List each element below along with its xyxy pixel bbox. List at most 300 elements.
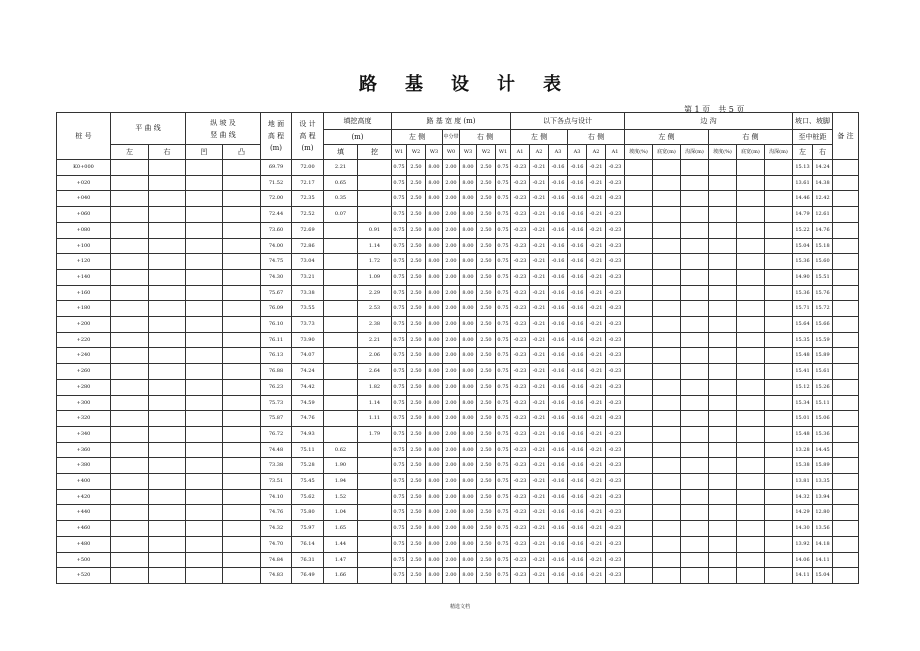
remark-cell	[833, 222, 859, 238]
width-cell: 2.00	[443, 489, 460, 505]
elevation-diff-cell: -0.23	[511, 285, 530, 301]
ditch-cell	[681, 238, 709, 254]
curve-cell	[186, 568, 223, 584]
width-cell: 2.50	[477, 301, 496, 317]
width-cell: 2.50	[407, 348, 426, 364]
curve-cell	[223, 364, 261, 380]
elevation-diff-cell: -0.21	[587, 364, 606, 380]
curve-cell	[186, 332, 223, 348]
curve-cell	[111, 411, 149, 427]
ground-elevation-cell: 76.09	[261, 301, 292, 317]
curve-cell	[223, 254, 261, 270]
header-remark: 备 注	[833, 113, 859, 160]
ditch-cell	[625, 442, 653, 458]
curve-cell	[223, 505, 261, 521]
ditch-cell	[625, 285, 653, 301]
ditch-cell	[625, 348, 653, 364]
ground-elevation-cell: 76.23	[261, 379, 292, 395]
ditch-cell	[653, 160, 681, 176]
ditch-cell	[681, 568, 709, 584]
fill-cell	[324, 238, 358, 254]
fill-cell	[324, 379, 358, 395]
width-cell: 8.00	[426, 285, 443, 301]
width-cell: 2.50	[407, 395, 426, 411]
header-vertical-curve: 纵 坡 及 竖 曲 线	[186, 113, 261, 145]
elevation-diff-cell: -0.16	[568, 568, 587, 584]
width-cell: 2.00	[443, 285, 460, 301]
slope-left-cell: 14.30	[793, 521, 813, 537]
table-row	[57, 269, 859, 285]
width-cell: 8.00	[426, 489, 443, 505]
slope-left-cell: 15.41	[793, 364, 813, 380]
ditch-cell	[709, 238, 737, 254]
width-cell: 2.50	[407, 379, 426, 395]
elevation-diff-cell: -0.23	[606, 285, 625, 301]
width-cell: 8.00	[460, 175, 477, 191]
slope-left-cell: 13.81	[793, 474, 813, 490]
ditch-cell	[765, 395, 793, 411]
remark-cell	[833, 191, 859, 207]
cut-cell: 1.79	[358, 426, 392, 442]
width-cell: 2.00	[443, 317, 460, 333]
width-cell: 8.00	[426, 552, 443, 568]
fill-cell	[324, 332, 358, 348]
curve-cell	[111, 238, 149, 254]
curve-cell	[186, 269, 223, 285]
slope-left-cell: 15.48	[793, 348, 813, 364]
elevation-diff-cell: -0.21	[587, 222, 606, 238]
table-row	[57, 505, 859, 521]
design-elevation-cell: 73.21	[292, 269, 324, 285]
ditch-cell	[737, 426, 765, 442]
elevation-diff-cell: -0.21	[587, 379, 606, 395]
width-cell: 8.00	[460, 474, 477, 490]
header-median: 中分带	[443, 130, 460, 145]
stake-cell: +400	[57, 474, 111, 490]
ditch-cell	[709, 332, 737, 348]
remark-cell	[833, 175, 859, 191]
elevation-diff-cell: -0.21	[587, 301, 606, 317]
width-cell: 2.50	[477, 207, 496, 223]
page-number: 第 1 页	[684, 105, 711, 114]
elevation-diff-cell: -0.16	[549, 411, 568, 427]
elevation-diff-cell: -0.21	[530, 301, 549, 317]
width-cell: 0.75	[496, 411, 511, 427]
stake-cell: +080	[57, 222, 111, 238]
elevation-diff-cell: -0.23	[511, 160, 530, 176]
ditch-cell	[737, 379, 765, 395]
table-row	[57, 474, 859, 490]
elevation-diff-cell: -0.16	[568, 379, 587, 395]
width-cell: 0.75	[392, 568, 407, 584]
ditch-cell	[737, 364, 765, 380]
curve-cell	[149, 317, 186, 333]
stake-cell: +140	[57, 269, 111, 285]
width-cell: 8.00	[426, 207, 443, 223]
title-char: 设	[451, 74, 469, 95]
fill-cell	[324, 269, 358, 285]
header-ditch-col: 坡度(%)	[625, 145, 653, 160]
elevation-diff-cell: -0.23	[511, 364, 530, 380]
slope-left-cell: 15.48	[793, 426, 813, 442]
width-cell: 2.00	[443, 552, 460, 568]
header-convex: 凸	[223, 145, 261, 160]
header-stake: 桩 号	[57, 113, 111, 160]
width-cell: 0.75	[392, 536, 407, 552]
ditch-cell	[625, 207, 653, 223]
width-cell: 8.00	[460, 552, 477, 568]
slope-right-cell: 13.94	[813, 489, 833, 505]
table-row	[57, 395, 859, 411]
cut-cell	[358, 552, 392, 568]
slope-right-cell: 15.59	[813, 332, 833, 348]
ditch-cell	[625, 536, 653, 552]
width-cell: 0.75	[392, 489, 407, 505]
ditch-cell	[681, 285, 709, 301]
elevation-diff-cell: -0.21	[530, 269, 549, 285]
table-row	[57, 191, 859, 207]
fill-cell: 1.04	[324, 505, 358, 521]
width-cell: 0.75	[496, 474, 511, 490]
width-cell: 2.50	[477, 175, 496, 191]
table-row	[57, 332, 859, 348]
remark-cell	[833, 442, 859, 458]
width-cell: 2.50	[407, 458, 426, 474]
width-cell: 2.50	[477, 552, 496, 568]
stake-cell: +360	[57, 442, 111, 458]
curve-cell	[186, 411, 223, 427]
design-elevation-cell: 72.17	[292, 175, 324, 191]
curve-cell	[149, 552, 186, 568]
ditch-cell	[765, 301, 793, 317]
subgrade-design-table	[56, 112, 859, 584]
fill-cell: 0.62	[324, 442, 358, 458]
elevation-diff-cell: -0.21	[530, 489, 549, 505]
elevation-diff-cell: -0.23	[511, 301, 530, 317]
width-cell: 2.50	[477, 426, 496, 442]
ditch-cell	[709, 442, 737, 458]
curve-cell	[223, 458, 261, 474]
fill-cell: 1.94	[324, 474, 358, 490]
table-row	[57, 411, 859, 427]
width-cell: 8.00	[426, 364, 443, 380]
ditch-cell	[625, 332, 653, 348]
ditch-cell	[681, 411, 709, 427]
fill-cell: 1.66	[324, 568, 358, 584]
curve-cell	[149, 521, 186, 537]
ground-elevation-cell: 74.32	[261, 521, 292, 537]
curve-cell	[186, 222, 223, 238]
cut-cell: 2.53	[358, 301, 392, 317]
ditch-cell	[653, 301, 681, 317]
header-ditch-col: 沟深(m)	[765, 145, 793, 160]
curve-cell	[149, 474, 186, 490]
elevation-diff-cell: -0.23	[606, 442, 625, 458]
table-row	[57, 568, 859, 584]
curve-cell	[111, 332, 149, 348]
stake-cell: +100	[57, 238, 111, 254]
elevation-diff-cell: -0.16	[568, 175, 587, 191]
curve-cell	[186, 552, 223, 568]
width-cell: 2.50	[407, 521, 426, 537]
header-ditch-col: 底宽(m)	[653, 145, 681, 160]
elevation-diff-cell: -0.16	[549, 332, 568, 348]
elevation-diff-cell: -0.23	[606, 505, 625, 521]
ditch-cell	[737, 254, 765, 270]
curve-cell	[223, 521, 261, 537]
elevation-diff-cell: -0.16	[549, 395, 568, 411]
width-cell: 8.00	[460, 238, 477, 254]
footer-text: 精选文档	[449, 604, 470, 610]
elevation-diff-cell: -0.23	[511, 175, 530, 191]
width-cell: 8.00	[426, 317, 443, 333]
curve-cell	[223, 175, 261, 191]
elevation-diff-cell: -0.23	[511, 254, 530, 270]
ditch-cell	[653, 568, 681, 584]
curve-cell	[149, 411, 186, 427]
elevation-diff-cell: -0.16	[549, 489, 568, 505]
width-cell: 2.50	[477, 317, 496, 333]
curve-cell	[149, 191, 186, 207]
elevation-diff-cell: -0.23	[606, 191, 625, 207]
table-row	[57, 301, 859, 317]
elevation-diff-cell: -0.21	[587, 269, 606, 285]
elevation-diff-cell: -0.21	[530, 458, 549, 474]
ground-elevation-cell: 72.00	[261, 191, 292, 207]
curve-cell	[149, 442, 186, 458]
slope-left-cell: 14.11	[793, 568, 813, 584]
header-slope-distance-2: 至中桩距	[793, 130, 833, 145]
ditch-cell	[681, 536, 709, 552]
width-cell: 2.50	[407, 175, 426, 191]
fill-cell	[324, 411, 358, 427]
ditch-cell	[709, 269, 737, 285]
remark-cell	[833, 426, 859, 442]
design-elevation-cell: 73.90	[292, 332, 324, 348]
width-cell: 0.75	[496, 536, 511, 552]
elevation-diff-cell: -0.21	[530, 505, 549, 521]
elevation-diff-cell: -0.21	[530, 238, 549, 254]
stake-cell: K0+000	[57, 160, 111, 176]
ground-elevation-cell: 74.75	[261, 254, 292, 270]
ditch-cell	[737, 521, 765, 537]
ditch-cell	[653, 238, 681, 254]
width-cell: 8.00	[426, 191, 443, 207]
cut-cell	[358, 474, 392, 490]
ditch-cell	[653, 379, 681, 395]
ditch-cell	[765, 175, 793, 191]
fill-cell	[324, 285, 358, 301]
curve-cell	[149, 426, 186, 442]
slope-right-cell: 12.61	[813, 207, 833, 223]
width-cell: 8.00	[426, 458, 443, 474]
ditch-cell	[737, 160, 765, 176]
elevation-diff-cell: -0.16	[568, 348, 587, 364]
width-cell: 0.75	[496, 458, 511, 474]
table-row	[57, 348, 859, 364]
ditch-cell	[681, 254, 709, 270]
header-cut: 挖	[358, 145, 392, 160]
width-cell: 2.50	[407, 332, 426, 348]
ditch-cell	[653, 474, 681, 490]
width-cell: 8.00	[460, 536, 477, 552]
elevation-diff-cell: -0.23	[511, 379, 530, 395]
width-cell: 0.75	[496, 317, 511, 333]
ditch-cell	[625, 222, 653, 238]
width-cell: 2.50	[407, 536, 426, 552]
curve-cell	[111, 222, 149, 238]
elevation-diff-cell: -0.16	[549, 317, 568, 333]
ditch-cell	[709, 489, 737, 505]
stake-cell: +300	[57, 395, 111, 411]
ditch-cell	[709, 568, 737, 584]
curve-cell	[149, 536, 186, 552]
elevation-diff-cell: -0.16	[568, 191, 587, 207]
remark-cell	[833, 552, 859, 568]
slope-left-cell: 15.64	[793, 317, 813, 333]
width-cell: 2.50	[407, 207, 426, 223]
width-cell: 8.00	[426, 442, 443, 458]
header-a: A1	[511, 145, 530, 160]
fill-cell: 2.21	[324, 160, 358, 176]
elevation-diff-cell: -0.23	[606, 238, 625, 254]
elevation-diff-cell: -0.21	[530, 175, 549, 191]
slope-right-cell: 15.89	[813, 348, 833, 364]
curve-cell	[186, 317, 223, 333]
page-total: 共 5 页	[718, 105, 745, 114]
curve-cell	[111, 175, 149, 191]
ditch-cell	[737, 505, 765, 521]
curve-cell	[223, 552, 261, 568]
fill-cell	[324, 317, 358, 333]
width-cell: 2.50	[477, 505, 496, 521]
elevation-diff-cell: -0.21	[530, 191, 549, 207]
stake-cell: +240	[57, 348, 111, 364]
curve-cell	[186, 175, 223, 191]
design-elevation-cell: 76.14	[292, 536, 324, 552]
elevation-diff-cell: -0.23	[606, 348, 625, 364]
elevation-diff-cell: -0.23	[511, 521, 530, 537]
width-cell: 2.50	[477, 364, 496, 380]
design-elevation-cell: 74.24	[292, 364, 324, 380]
elevation-diff-cell: -0.16	[549, 301, 568, 317]
ditch-cell	[709, 222, 737, 238]
ditch-cell	[653, 411, 681, 427]
fill-cell	[324, 395, 358, 411]
width-cell: 2.00	[443, 332, 460, 348]
width-cell: 2.00	[443, 364, 460, 380]
cut-cell	[358, 489, 392, 505]
ground-elevation-cell: 72.44	[261, 207, 292, 223]
elevation-diff-cell: -0.16	[549, 442, 568, 458]
elevation-diff-cell: -0.23	[511, 222, 530, 238]
width-cell: 8.00	[460, 301, 477, 317]
curve-cell	[111, 269, 149, 285]
title-char: 路	[359, 74, 377, 95]
width-cell: 2.00	[443, 521, 460, 537]
width-cell: 0.75	[496, 207, 511, 223]
width-cell: 8.00	[460, 426, 477, 442]
elevation-diff-cell: -0.23	[511, 395, 530, 411]
width-cell: 0.75	[496, 175, 511, 191]
width-cell: 0.75	[392, 207, 407, 223]
slope-right-cell: 14.24	[813, 160, 833, 176]
width-cell: 0.75	[496, 552, 511, 568]
ditch-cell	[625, 238, 653, 254]
design-elevation-cell: 74.42	[292, 379, 324, 395]
width-cell: 2.50	[477, 379, 496, 395]
width-cell: 8.00	[426, 175, 443, 191]
ditch-cell	[625, 364, 653, 380]
ditch-cell	[653, 332, 681, 348]
header-cut-fill: 填挖高度	[324, 113, 392, 130]
stake-cell: +340	[57, 426, 111, 442]
curve-cell	[111, 458, 149, 474]
elevation-diff-cell: -0.21	[587, 395, 606, 411]
width-cell: 2.50	[407, 474, 426, 490]
fill-cell: 1.65	[324, 521, 358, 537]
ditch-cell	[653, 521, 681, 537]
elevation-diff-cell: -0.21	[587, 191, 606, 207]
header-curve-right: 右	[149, 145, 186, 160]
curve-cell	[111, 160, 149, 176]
width-cell: 2.50	[407, 238, 426, 254]
ditch-cell	[625, 379, 653, 395]
ground-elevation-cell: 76.10	[261, 317, 292, 333]
cut-cell	[358, 191, 392, 207]
elevation-diff-cell: -0.23	[606, 332, 625, 348]
header-curve-left: 左	[111, 145, 149, 160]
cut-cell: 1.09	[358, 269, 392, 285]
remark-cell	[833, 489, 859, 505]
width-cell: 0.75	[496, 521, 511, 537]
width-cell: 0.75	[496, 426, 511, 442]
elevation-diff-cell: -0.23	[606, 474, 625, 490]
curve-cell	[149, 364, 186, 380]
remark-cell	[833, 379, 859, 395]
width-cell: 0.75	[496, 332, 511, 348]
width-cell: 2.50	[407, 160, 426, 176]
curve-cell	[223, 269, 261, 285]
ditch-cell	[653, 269, 681, 285]
curve-cell	[111, 364, 149, 380]
cut-cell	[358, 458, 392, 474]
slope-right-cell: 14.18	[813, 536, 833, 552]
stake-cell: +180	[57, 301, 111, 317]
elevation-diff-cell: -0.21	[587, 536, 606, 552]
width-cell: 0.75	[392, 426, 407, 442]
ditch-cell	[737, 269, 765, 285]
elevation-diff-cell: -0.23	[606, 175, 625, 191]
elevation-diff-cell: -0.16	[549, 160, 568, 176]
ditch-cell	[709, 285, 737, 301]
curve-cell	[186, 442, 223, 458]
design-elevation-cell: 72.00	[292, 160, 324, 176]
width-cell: 0.75	[392, 254, 407, 270]
remark-cell	[833, 521, 859, 537]
elevation-diff-cell: -0.16	[549, 505, 568, 521]
curve-cell	[149, 160, 186, 176]
ditch-cell	[737, 301, 765, 317]
stake-cell: +200	[57, 317, 111, 333]
table-row	[57, 207, 859, 223]
fill-cell: 0.35	[324, 191, 358, 207]
elevation-diff-cell: -0.23	[511, 238, 530, 254]
elevation-diff-cell: -0.21	[587, 458, 606, 474]
cut-cell: 2.21	[358, 332, 392, 348]
width-cell: 0.75	[392, 348, 407, 364]
ditch-cell	[765, 474, 793, 490]
